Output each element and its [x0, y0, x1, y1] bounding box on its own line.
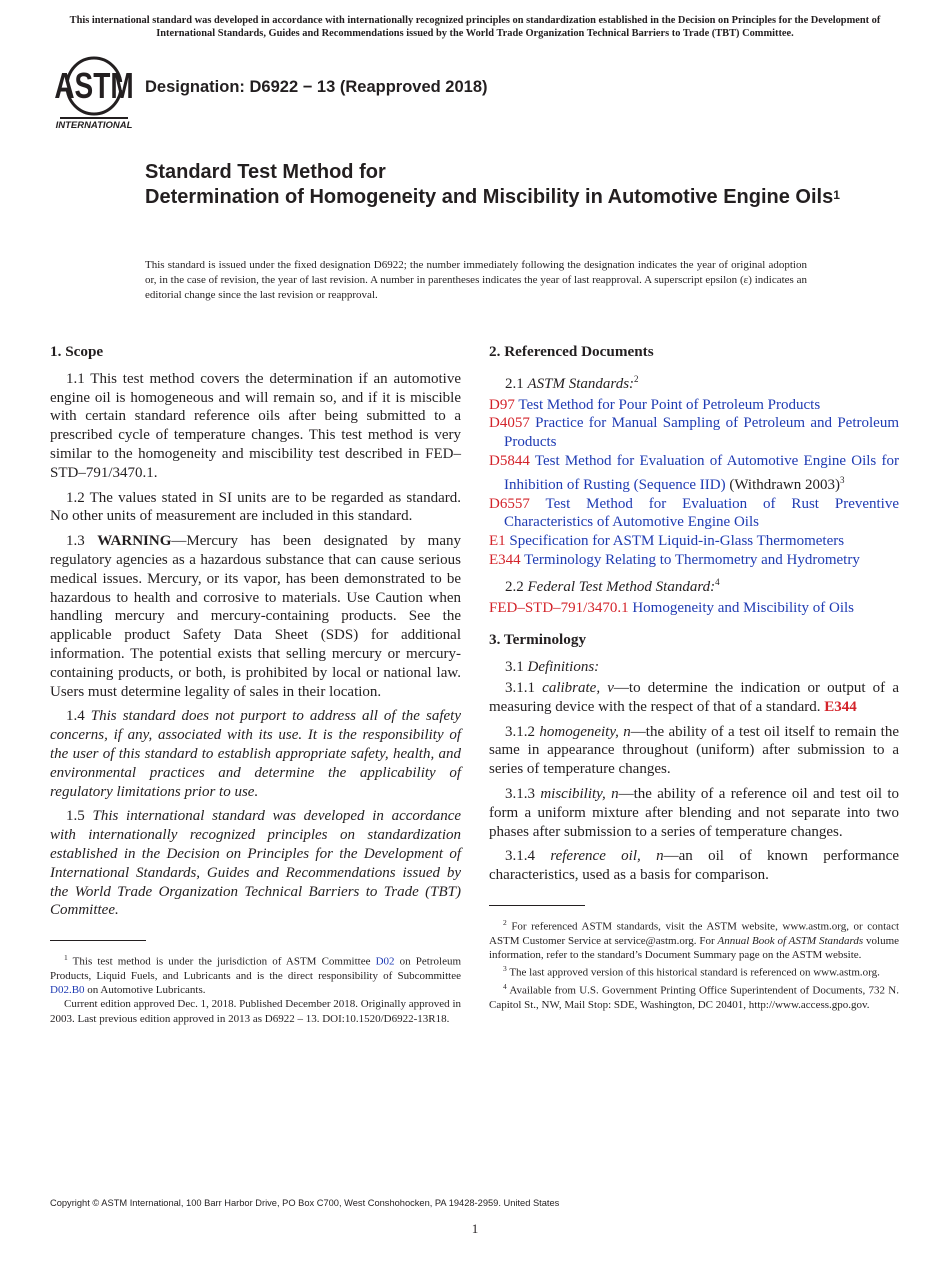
footnote-2: $^2$ For referenced ASTM standards, visit the ASTM website, www.astm.org, or contact ASTM Customer Service at service@astm.org. For Annual Book of ASTM Standards volume information, refer to the standard’s Document Summary page on the ASTM website. [489, 917, 900, 961]
footnote-1: $^1$ This test method is under the jurisdiction of ASTM Committee D02 on Petroleum Products, Liquid Fuels, and Lubricants and is the direct responsibility of Subcommittee D02.B0 on Automotive Lubricants. Current edition approved Dec. 1, 2018. Published December 2018. Originally approved in 2003. Last previous edition approved in 2013 as D6922 – 13. DOI:10.1520/D6922-13R18. [50, 953, 462, 1025]
astm-logo [52, 54, 136, 132]
warning-label: WARNING [97, 533, 172, 550]
federal-standard-label: 2.2 Federal Test Method Standard:$^4$ [505, 576, 720, 595]
issuance-statement: This standard is issued under the fixed designation D6922; the number immediately following the designation indicates the year of original adoption or, in the case of revision, the year of last revision. A number in parentheses indicates the year of last reapproval. A superscript epsilon (ε) indicates an editorial change since the last revision or reapproval. [145, 259, 807, 301]
document-title [145, 160, 845, 209]
section-referenced-heading: 2. Referenced Documents [489, 343, 654, 360]
ref-d5844[interactable]: D5844 Test Method for Evaluation of Automotive Engine Oils for Inhibition of Rusting (Sequence IID) (Withdrawn 2003)$^3$ [489, 452, 899, 493]
title-footnote-mark: 1 [833, 187, 840, 202]
title-line-1: Standard Test Method for [145, 161, 386, 183]
para-1-4: 1.4 This standard does not purport to address all of the safety concerns, if any, associated with its use. It is the responsibility of the user of this standard to establish appropriate safety, health, and environmental practices and determine the applicability of regulatory limitations prior to use. [50, 708, 461, 800]
right-column [489, 343, 899, 1012]
section-scope-heading: 1. Scope [50, 343, 104, 360]
ref-d4057[interactable]: D4057 Practice for Manual Sampling of Petroleum and Petroleum Products [489, 415, 899, 451]
edition-note: Current edition approved Dec. 1, 2018. Published December 2018. Originally approved in 2003. Last previous edition approved in 2013 as D6922 – 13. DOI:10.1520/D6922-13R18. [50, 998, 461, 1025]
def-homogeneity: 3.1.2 homogeneity, n—the ability of a test oil itself to remain the same in appearance throughout (uniform) after submission to a series of temperature changes. [489, 723, 900, 778]
ref-fed-std[interactable]: FED–STD–791/3470.1 Homogeneity and Miscibility of Oils [489, 599, 854, 616]
section-terminology-heading: 3. Terminology [489, 631, 587, 649]
para-1-1: 1.1 This test method covers the determination if an automotive engine oil is homogeneous and will remain so, and if it is miscible with certain standard reference oils after being submitted to a prescribed cycle of temperature changes. This test method is very similar to the homogeneity and miscibility test described in FED–STD–791/3470.1. [50, 370, 461, 481]
def-calibrate: 3.1.1 calibrate, v—to determine the indication or output of a measuring device with the respect of that of a standard. E344 [489, 679, 899, 715]
ref-e344[interactable]: E344 Terminology Relating to Thermometry and Hydrometry [489, 551, 860, 568]
para-1-3: 1.3 WARNING—Mercury has been designated by many regulatory agencies as a hazardous substance that can cause serious medical issues. Mercury, or its vapor, has been demonstrated to be hazardous to health and corrosive to materials. Use Caution when handling mercury and mercury-containing products. See the applicable product Safety Data Sheet (SDS) for additional information. The potential exists that selling mercury or mercury-containing products, or both, is prohibited by local or national law. Users must determine legality of sales in their location. [50, 533, 461, 700]
link-d02-b0[interactable]: D02.B0 [50, 984, 85, 997]
footnote-divider [50, 940, 146, 941]
tbt-notice: This international standard was developed in accordance with internationally recognized principles on standardization established in the Decision on Principles for the Development of International Standards, Guides and Recommendations issued by the World Trade Organization Technical Barriers to Trade (TBT) Committee. [69, 15, 881, 39]
para-1-2: 1.2 The values stated in SI units are to be regarded as standard. No other units of measurement are included in this standard. [50, 489, 461, 525]
page-number: 1 [471, 1221, 479, 1236]
designation: Designation: D6922 − 13 (Reapproved 2018) [145, 78, 488, 96]
footnotes-right [489, 916, 899, 1012]
footnote-divider-right [489, 905, 585, 906]
para-1-5: 1.5 This international standard was developed in accordance with internationally recognized principles on standardization established in the Decision on Principles for the Development of International Standards, Guides and Recommendations issued by the World Trade Organization Technical Barriers to Trade (TBT) Committee. [50, 808, 462, 919]
svg-text:INTERNATIONAL: INTERNATIONAL [55, 120, 133, 131]
ref-d6557[interactable]: D6557 Test Method for Evaluation of Rust Preventive Characteristics of Automotive Engine Oils [489, 495, 899, 531]
ref-e1[interactable]: E1 Specification for ASTM Liquid-in-Glass Thermometers [489, 533, 845, 550]
title-line-2: Determination of Homogeneity and Miscibility in Automotive Engine Oils$^1$ [145, 185, 840, 208]
link-d02[interactable]: D02 [375, 955, 395, 968]
link-e344[interactable]: E344 [824, 698, 857, 715]
left-column [50, 343, 461, 1026]
footnote-4: $^4$ Available from U.S. Government Printing Office Superintendent of Documents, 732 N. Capitol St., NW, Mail Stop: SDE, Washington, DC 20401, http://www.access.gpo.gov. [489, 982, 899, 1011]
def-miscibility: 3.1.3 miscibility, n—the ability of a reference oil and test oil to form a uniform mixture after blending and not separate into two phases after submission to a series of temperature changes. [489, 785, 900, 840]
definitions-label: 3.1 Definitions: [505, 659, 600, 676]
svg-text:ASTM: ASTM [54, 65, 134, 107]
def-reference-oil: 3.1.4 reference oil, n—an oil of known performance characteristics, used as a basis for comparison. [489, 848, 900, 884]
ref-d97[interactable]: D97 Test Method for Pour Point of Petroleum Products [489, 396, 821, 413]
footnote-3: $^3$ The last approved version of this historical standard is referenced on www.astm.org. [503, 964, 880, 979]
copyright: Copyright © ASTM International, 100 Barr Harbor Drive, PO Box C700, West Conshohocken, PA 19428-2959. United States [50, 1198, 560, 1208]
astm-standards-label: 2.1 ASTM Standards:$^2$ [505, 373, 639, 392]
